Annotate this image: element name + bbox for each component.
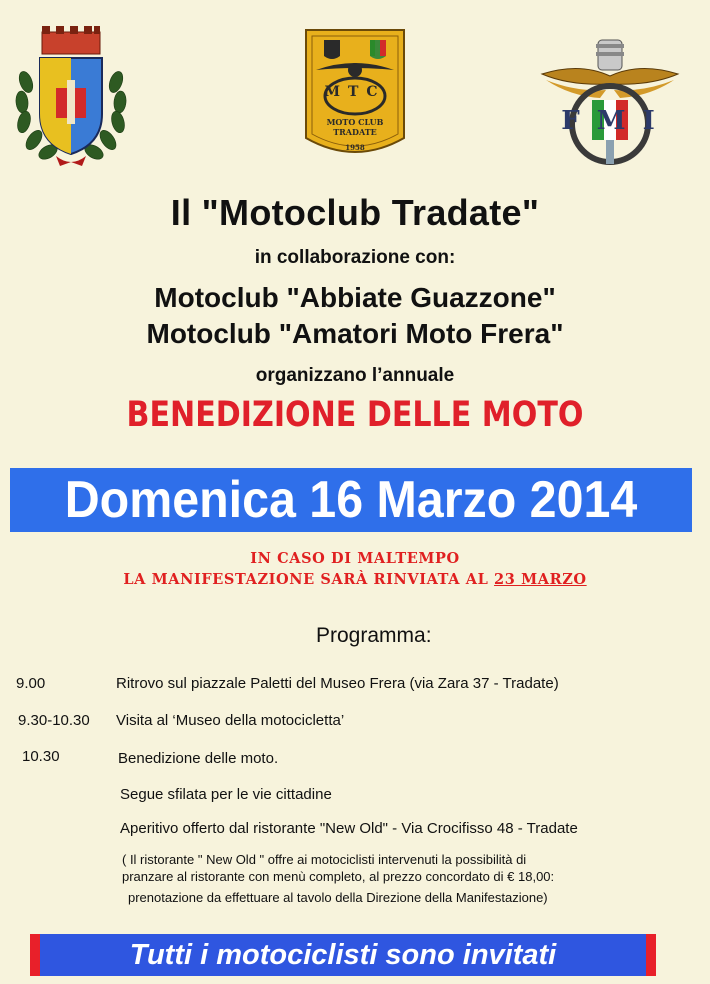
program-time-1: 9.00 [16, 675, 46, 692]
program-desc-2: Visita al ‘Museo della motocicletta’ [116, 712, 345, 729]
restaurant-note-line3: prenotazione da effettuare al tavolo della Direzione della Manifestazione) [128, 890, 548, 905]
collaboration-label: in collaborazione con: [254, 247, 456, 268]
postponement-notice [0, 571, 710, 588]
poster-title: Il "Motoclub Tradate" [170, 192, 540, 233]
program-parade: Segue sfilata per le vie cittadine [120, 786, 332, 803]
program-time-2: 9.30-10.30 [18, 712, 90, 729]
postponement-text: LA MANIFESTAZIONE SARÀ RINVIATA AL [123, 571, 495, 588]
restaurant-note-line1: ( Il ristorante " New Old " offre ai motociclisti intervenuti la possibilità di [122, 852, 527, 867]
fmi-federation-logo [540, 36, 680, 168]
program-time-3: 10.30 [22, 748, 60, 765]
club-amatori-moto-frera: Motoclub "Amatori Moto Frera" [146, 318, 564, 349]
organize-label: organizzano l’annuale [255, 365, 455, 386]
program-aperitif: Aperitivo offerto dal ristorante "New Old" - Via Crocifisso 48 - Tradate [120, 820, 578, 837]
fmi-letters: F M I [561, 106, 659, 136]
invitation-footer: Tutti i motociclisti sono invitati [129, 939, 557, 971]
postponement-date: 23 MARZO [494, 571, 587, 588]
badge-letters: MTC [324, 84, 386, 100]
bad-weather-notice: IN CASO DI MALTEMPO [250, 550, 460, 567]
event-title: BENEDIZIONE DELLE MOTO [126, 395, 584, 435]
program-desc-3: Benedizione delle moto. [118, 750, 279, 767]
badge-line2: TRADATE [333, 127, 377, 137]
club-abbiate-guazzone: Motoclub "Abbiate Guazzone" [154, 282, 556, 313]
program-title: Programma: [316, 624, 432, 647]
badge-line1: MOTO CLUB [326, 117, 384, 127]
restaurant-note-line2: pranzare al ristorante con menù completo, al prezzo concordato di € 18,00: [122, 869, 555, 884]
event-date: Domenica 16 Marzo 2014 [64, 471, 638, 529]
badge-year: 1958 [345, 143, 365, 152]
program-desc-1: Ritrovo sul piazzale Paletti del Museo Frera (via Zara 37 - Tradate) [116, 675, 559, 692]
coat-of-arms-logo [12, 22, 130, 172]
